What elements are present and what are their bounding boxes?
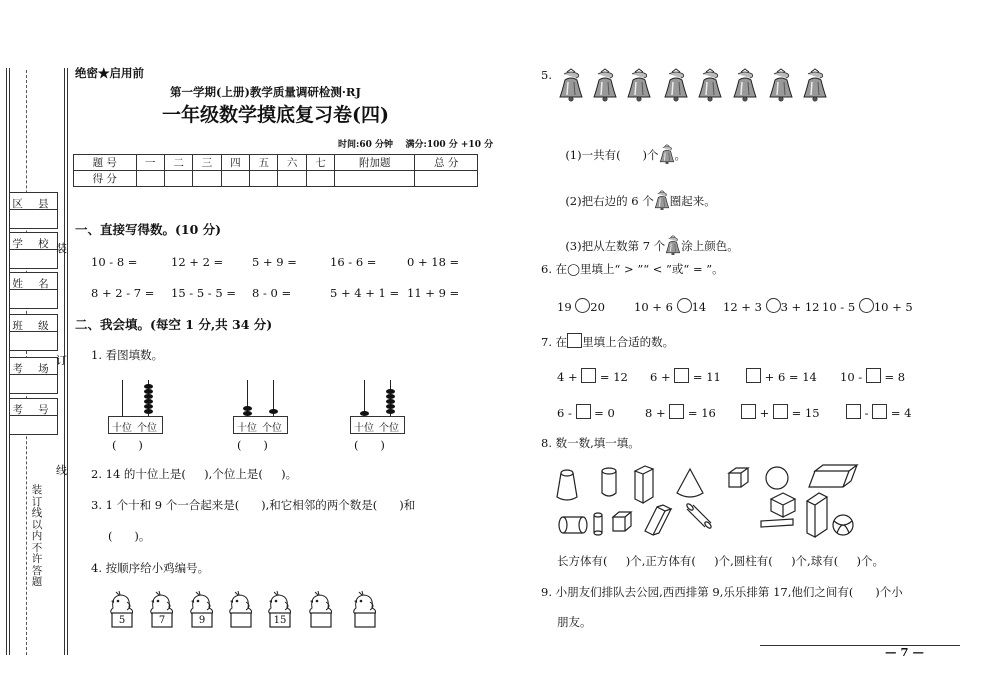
question-7-text: 7. 在 [541,335,568,349]
fill-item [557,368,628,384]
calc-item: 12 + 2 = [171,255,224,269]
score-header-cell: 附加题 [335,155,415,171]
question-5-2-end: 圈起来。 [669,193,716,208]
compare-right: 10 + 5 [873,300,913,314]
score-header-cell: 三 [193,155,221,171]
calc-item: 5 + 9 = [252,255,297,269]
score-input-cell[interactable] [164,171,192,187]
fill-item [840,368,905,384]
binding-warning: 装 订 线 以 内 不 许 答 题 [31,484,43,588]
bell-icon [665,235,681,257]
answer-box-icon [567,333,582,348]
binding-field-school[interactable]: 学 校 [9,232,58,269]
fill-prefix: 8 + [645,406,666,420]
fill-prefix: 6 + [650,370,671,384]
time-info: 时间:60 分钟 满分:100 分 +10 分 [338,140,494,150]
question-7-text-end: 里填上合适的数。 [582,335,675,349]
compare-right: 3 + 12 [780,300,820,314]
binding-field-class[interactable]: 班 级 [9,314,58,351]
question-5: 5. [541,68,552,82]
cylinder-icon [559,517,587,533]
fill-box[interactable] [872,404,887,419]
abacus-tens-label: 十位 [112,423,132,434]
binding-field-name[interactable]: 姓 名 [9,272,58,309]
cylinder-icon [686,503,712,529]
compare-left: 19 [557,300,572,314]
fill-item [645,404,716,420]
question-2-3: 3. 1 个十和 9 个一合起来是( ),和它相邻的两个数是( )和 [91,498,416,512]
bell-icon [654,190,670,212]
chick-icon [226,590,256,628]
cube-icon [613,512,631,531]
abacus-2-answer[interactable]: ( ) [237,438,268,452]
fill-box[interactable] [746,368,761,383]
question-2-3-cont: ( )。 [108,529,151,543]
solids-figure [553,463,863,538]
exam-title: 一年级数学摸底复习卷(四) [162,104,389,126]
question-5-1-end: 。 [674,147,687,162]
question-5-2 [558,178,716,212]
bell-icon[interactable] [626,68,652,102]
cylinder-icon [557,470,577,500]
score-input-cell[interactable] [306,171,334,187]
page-number: — 7 — [885,645,925,659]
binding-field-exam-room[interactable]: 考 场 [9,357,58,394]
score-input-cell[interactable] [278,171,306,187]
cuboid-icon [809,465,857,487]
cuboid-icon [761,519,793,527]
compare-item [634,298,706,314]
question-2-4: 4. 按顺序给小鸡编号。 [91,561,210,575]
bell-icon [659,144,675,166]
fill-box[interactable] [674,368,689,383]
sphere-icon [766,467,788,489]
fill-operator: - [864,406,869,420]
score-header-cell: 七 [306,155,334,171]
fill-item [741,404,820,420]
abacus-tens-label: 十位 [354,423,374,434]
score-header-cell: 总 分 [415,155,478,171]
compare-right: 20 [590,300,605,314]
sphere-icon [833,515,853,535]
fill-suffix: = 12 [599,370,628,384]
chick-number: 7 [158,615,166,626]
chick-icon [107,590,137,628]
fill-suffix: = 0 [594,406,615,420]
compare-circle[interactable] [575,298,590,313]
cuboid-icon [635,466,653,503]
fill-prefix: 6 - [557,406,572,420]
question-8: 8. 数一数,填一填。 [541,436,640,450]
fill-box[interactable] [773,404,788,419]
fill-box[interactable] [581,368,596,383]
question-9: 9. 小朋友们排队去公园,西西排第 9,乐乐排第 17,他们之间有( )个小 [541,585,903,599]
score-header-cell: 四 [221,155,249,171]
question-2-1: 1. 看图填数。 [91,348,164,362]
question-5-3-text: (3)把从左数第 7 个 [565,238,666,253]
fill-box[interactable] [576,404,591,419]
cylinder-icon [594,513,602,535]
fill-box[interactable] [741,404,756,419]
calc-item: 10 - 8 = [91,255,138,269]
compare-left: 10 + 6 [634,300,673,314]
compare-circle[interactable] [677,298,692,313]
compare-item [723,298,819,314]
score-header-cell: 一 [136,155,164,171]
secret-label: 绝密★启用前 [75,66,144,80]
bell-icon[interactable] [663,68,689,102]
calc-item: 16 - 6 = [330,255,377,269]
binding-field-district[interactable]: 区 县 [9,192,58,229]
fill-operator: + [759,406,770,420]
cylinder-icon [602,468,616,496]
calc-item: 5 + 4 + 1 = [330,286,400,300]
compare-left: 10 - 5 [822,300,856,314]
chick-number: 15 [273,615,287,626]
calc-item: 15 - 5 - 5 = [171,286,236,300]
fill-suffix: = 16 [687,406,716,420]
calc-item: 11 + 9 = [407,286,460,300]
score-header-cell: 五 [250,155,278,171]
bell-icon[interactable] [768,68,794,102]
chick-icon [187,590,217,628]
binding-field-exam-number[interactable]: 考 号 [9,398,58,435]
fill-suffix: = 15 [791,406,820,420]
cube-icon [771,493,795,517]
question-6: 6. 在◯里填上“ > ”“ < ”或“ = ”。 [541,262,724,276]
compare-circle[interactable] [859,298,874,313]
score-table [73,154,478,187]
compare-item [822,298,913,314]
question-5-1 [558,132,686,166]
fill-item [650,368,721,384]
abacus-1 [108,380,163,445]
chick-number: 9 [198,615,206,626]
question-8-answer: 长方体有( )个,正方体有( )个,圆柱有( )个,球有( )个。 [557,554,884,568]
chick-icon [350,590,380,628]
score-input-cell[interactable] [193,171,221,187]
section1-heading: 一、直接写得数。(10 分) [75,222,222,237]
chick-icon [147,590,177,628]
abacus-1-answer[interactable]: ( ) [112,438,143,452]
score-input-cell[interactable] [221,171,249,187]
fill-box[interactable] [866,368,881,383]
exam-subtitle: 第一学期(上册)教学质量调研检测·RJ [170,85,361,99]
question-2-2: 2. 14 的十位上是( ),个位上是( )。 [91,467,298,481]
fill-item [846,404,911,420]
abacus-2 [233,380,288,445]
cone-icon [677,469,703,497]
score-header-cell: 题 号 [74,155,137,171]
fill-prefix: 10 - [840,370,863,384]
bell-icon[interactable] [592,68,618,102]
section2-heading: 二、我会填。(每空 1 分,共 34 分) [75,317,273,332]
binding-char-ding: 订 [56,354,67,367]
question-5-3-end: 涂上颜色。 [681,238,739,253]
compare-right: 14 [691,300,707,314]
compare-left: 12 + 3 [723,300,762,314]
question-5-3 [558,223,739,257]
abacus-tens-label: 十位 [237,423,257,434]
chick-icon [306,590,336,628]
bell-icon[interactable] [802,68,828,102]
fill-suffix: = 4 [890,406,912,420]
cuboid-icon [807,493,827,537]
fill-suffix: + 6 = 14 [764,370,817,384]
chick-icon [265,590,295,628]
fill-prefix: 4 + [557,370,578,384]
calc-item: 0 + 18 = [407,255,460,269]
bell-icon[interactable] [732,68,758,102]
question-5-2-text: (2)把右边的 6 个 [565,193,654,208]
score-label-cell: 得 分 [74,171,137,187]
question-9-cont: 朋友。 [557,615,592,629]
fill-suffix: = 8 [884,370,906,384]
cube-icon [729,468,748,487]
binding-char-xian: 线 [56,464,67,477]
abacus-ones-label: 个位 [137,423,157,434]
score-input-cell[interactable] [415,171,478,187]
score-input-cell[interactable] [136,171,164,187]
compare-circle[interactable] [766,298,781,313]
question-7 [541,333,674,349]
abacus-3 [350,380,405,445]
abacus-ones-label: 个位 [379,423,399,434]
chick-number: 5 [118,615,126,626]
score-header-cell: 二 [164,155,192,171]
score-header-cell: 六 [278,155,306,171]
calc-item: 8 - 0 = [252,286,292,300]
compare-item [557,298,605,314]
calc-item: 8 + 2 - 7 = [91,286,155,300]
fill-item [557,404,615,420]
bell-icon[interactable] [558,68,584,102]
fill-box[interactable] [669,404,684,419]
binding-char-zhuang: 装 [56,242,67,255]
question-5-1-text: (1)一共有( )个 [565,147,659,162]
fill-item [746,368,817,384]
cuboid-icon [645,505,671,535]
fill-suffix: = 11 [692,370,721,384]
bell-icon[interactable] [697,68,723,102]
abacus-ones-label: 个位 [262,423,282,434]
footer-rule [760,645,960,646]
abacus-3-answer[interactable]: ( ) [354,438,385,452]
score-input-cell[interactable] [335,171,415,187]
fill-box[interactable] [846,404,861,419]
score-input-cell[interactable] [250,171,278,187]
